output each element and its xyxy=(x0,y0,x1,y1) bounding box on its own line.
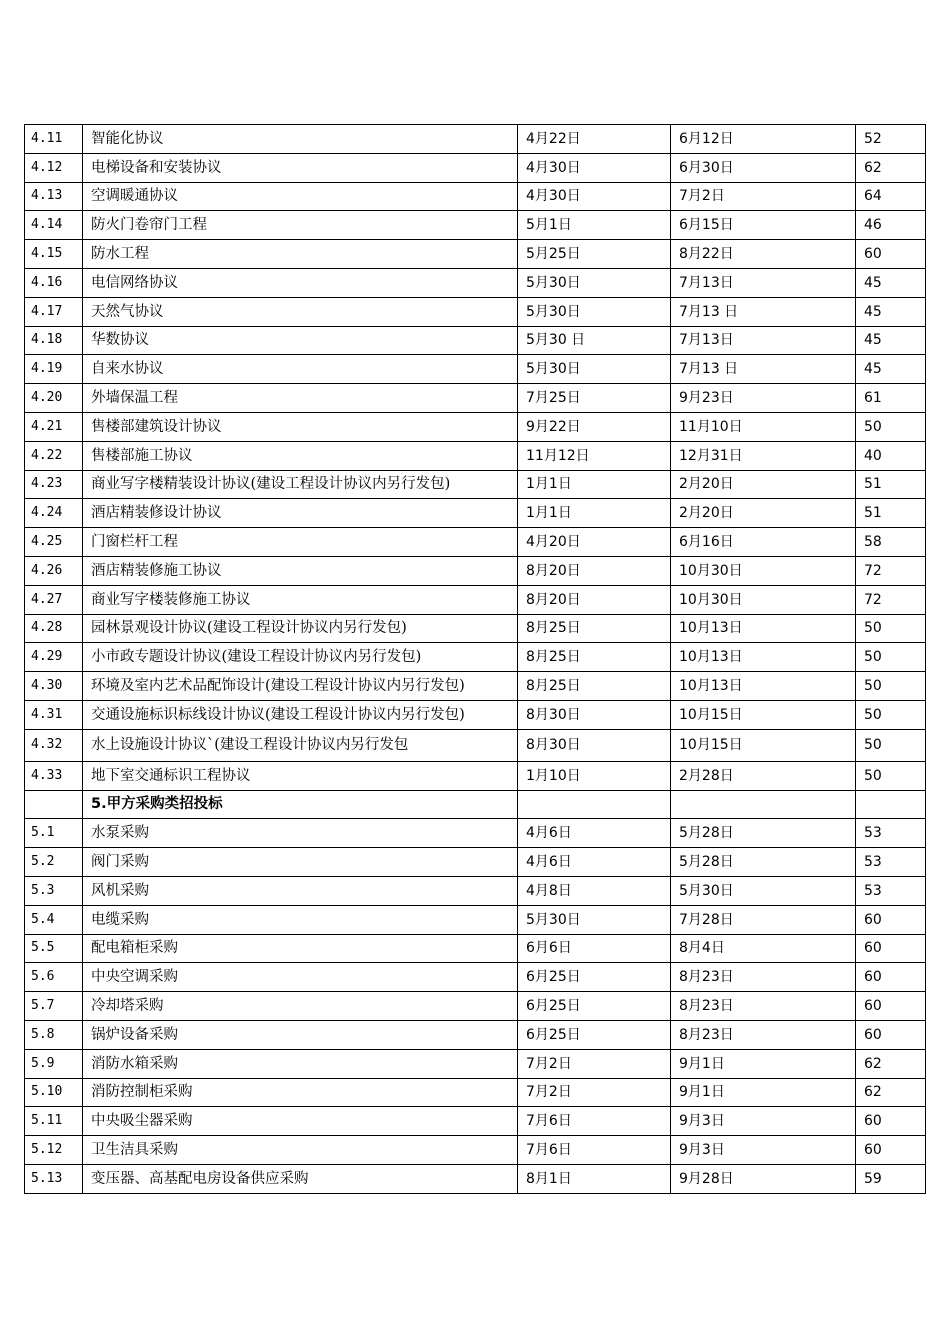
end-date-cell: 7月13 日 xyxy=(671,355,856,384)
duration-days-cell: 60 xyxy=(856,992,926,1021)
start-date-cell: 4月30日 xyxy=(518,182,671,211)
start-date-cell: 4月30日 xyxy=(518,153,671,182)
end-date-cell xyxy=(671,790,856,819)
item-name-cell: 门窗栏杆工程 xyxy=(83,528,518,557)
item-number-cell: 4.14 xyxy=(25,211,83,240)
duration-days-cell: 51 xyxy=(856,470,926,499)
item-name-cell: 酒店精装修施工协议 xyxy=(83,556,518,585)
item-name-cell: 卫生洁具采购 xyxy=(83,1136,518,1165)
table-row xyxy=(25,355,926,384)
end-date-cell: 10月15日 xyxy=(671,729,856,761)
item-number-cell: 5.1 xyxy=(25,819,83,848)
duration-days-cell: 53 xyxy=(856,876,926,905)
table-row xyxy=(25,905,926,934)
item-number-cell: 5.13 xyxy=(25,1164,83,1193)
item-name-cell: 水上设施设计协议`(建设工程设计协议内另行发包 xyxy=(83,729,518,761)
end-date-cell: 8月23日 xyxy=(671,963,856,992)
item-number-cell: 4.29 xyxy=(25,643,83,672)
duration-days-cell: 72 xyxy=(856,556,926,585)
start-date-cell: 7月2日 xyxy=(518,1049,671,1078)
start-date-cell: 5月30日 xyxy=(518,268,671,297)
start-date-cell: 8月1日 xyxy=(518,1164,671,1193)
start-date-cell: 8月25日 xyxy=(518,643,671,672)
item-number-cell: 4.15 xyxy=(25,240,83,269)
item-name-cell: 冷却塔采购 xyxy=(83,992,518,1021)
item-name-cell: 售楼部施工协议 xyxy=(83,441,518,470)
end-date-cell: 12月31日 xyxy=(671,441,856,470)
end-date-cell: 10月30日 xyxy=(671,556,856,585)
item-number-cell: 4.13 xyxy=(25,182,83,211)
duration-days-cell: 50 xyxy=(856,614,926,643)
end-date-cell: 2月28日 xyxy=(671,761,856,790)
end-date-cell: 11月10日 xyxy=(671,412,856,441)
start-date-cell: 7月2日 xyxy=(518,1078,671,1107)
schedule-table xyxy=(24,124,926,1194)
item-number-cell: 4.17 xyxy=(25,297,83,326)
item-number-cell: 5.11 xyxy=(25,1107,83,1136)
end-date-cell: 5月30日 xyxy=(671,876,856,905)
item-name-cell: 配电箱柜采购 xyxy=(83,934,518,963)
item-name-cell: 阀门采购 xyxy=(83,848,518,877)
item-name-cell: 小市政专题设计协议(建设工程设计协议内另行发包) xyxy=(83,643,518,672)
end-date-cell: 5月28日 xyxy=(671,848,856,877)
table-row xyxy=(25,848,926,877)
item-number-cell: 5.6 xyxy=(25,963,83,992)
duration-days-cell: 50 xyxy=(856,729,926,761)
table-row xyxy=(25,384,926,413)
start-date-cell: 4月6日 xyxy=(518,848,671,877)
duration-days-cell: 52 xyxy=(856,125,926,154)
end-date-cell: 9月3日 xyxy=(671,1136,856,1165)
duration-days-cell: 62 xyxy=(856,1078,926,1107)
duration-days-cell: 62 xyxy=(856,1049,926,1078)
item-name-cell: 中央吸尘器采购 xyxy=(83,1107,518,1136)
item-name-cell: 自来水协议 xyxy=(83,355,518,384)
item-name-cell: 地下室交通标识工程协议 xyxy=(83,761,518,790)
table-row xyxy=(25,876,926,905)
duration-days-cell: 62 xyxy=(856,153,926,182)
end-date-cell: 9月3日 xyxy=(671,1107,856,1136)
end-date-cell: 10月13日 xyxy=(671,672,856,701)
start-date-cell: 6月25日 xyxy=(518,963,671,992)
start-date-cell: 11月12日 xyxy=(518,441,671,470)
section-header-row xyxy=(25,790,926,819)
start-date-cell xyxy=(518,790,671,819)
end-date-cell: 9月1日 xyxy=(671,1078,856,1107)
start-date-cell: 5月1日 xyxy=(518,211,671,240)
item-number-cell: 4.25 xyxy=(25,528,83,557)
duration-days-cell: 50 xyxy=(856,643,926,672)
item-number-cell: 5.3 xyxy=(25,876,83,905)
end-date-cell: 10月30日 xyxy=(671,585,856,614)
item-name-cell: 消防控制柜采购 xyxy=(83,1078,518,1107)
item-name-cell: 空调暖通协议 xyxy=(83,182,518,211)
duration-days-cell: 45 xyxy=(856,355,926,384)
item-name-cell: 5.甲方采购类招投标 xyxy=(83,790,518,819)
start-date-cell: 6月6日 xyxy=(518,934,671,963)
start-date-cell: 8月30日 xyxy=(518,700,671,729)
start-date-cell: 4月20日 xyxy=(518,528,671,557)
start-date-cell: 5月30日 xyxy=(518,905,671,934)
duration-days-cell: 53 xyxy=(856,848,926,877)
start-date-cell: 7月6日 xyxy=(518,1136,671,1165)
duration-days-cell: 50 xyxy=(856,761,926,790)
duration-days-cell: 60 xyxy=(856,1107,926,1136)
end-date-cell: 6月15日 xyxy=(671,211,856,240)
item-number-cell: 4.21 xyxy=(25,412,83,441)
item-name-cell: 华数协议 xyxy=(83,326,518,355)
item-name-cell: 天然气协议 xyxy=(83,297,518,326)
start-date-cell: 8月25日 xyxy=(518,672,671,701)
item-name-cell: 水泵采购 xyxy=(83,819,518,848)
item-number-cell: 5.2 xyxy=(25,848,83,877)
duration-days-cell: 50 xyxy=(856,700,926,729)
table-row xyxy=(25,1164,926,1193)
item-number-cell: 4.11 xyxy=(25,125,83,154)
table-row xyxy=(25,1136,926,1165)
table-row xyxy=(25,1078,926,1107)
end-date-cell: 7月13日 xyxy=(671,268,856,297)
duration-days-cell: 45 xyxy=(856,297,926,326)
end-date-cell: 9月1日 xyxy=(671,1049,856,1078)
table-row xyxy=(25,297,926,326)
item-name-cell: 交通设施标识标线设计协议(建设工程设计协议内另行发包) xyxy=(83,700,518,729)
item-number-cell: 4.31 xyxy=(25,700,83,729)
end-date-cell: 6月16日 xyxy=(671,528,856,557)
end-date-cell: 8月23日 xyxy=(671,992,856,1021)
item-name-cell: 环境及室内艺术品配饰设计(建设工程设计协议内另行发包) xyxy=(83,672,518,701)
item-name-cell: 商业写字楼装修施工协议 xyxy=(83,585,518,614)
item-name-cell: 酒店精装修设计协议 xyxy=(83,499,518,528)
table-row xyxy=(25,470,926,499)
table-row xyxy=(25,326,926,355)
start-date-cell: 5月25日 xyxy=(518,240,671,269)
start-date-cell: 1月1日 xyxy=(518,470,671,499)
item-name-cell: 防火门卷帘门工程 xyxy=(83,211,518,240)
duration-days-cell: 50 xyxy=(856,672,926,701)
item-name-cell: 防水工程 xyxy=(83,240,518,269)
item-number-cell: 4.19 xyxy=(25,355,83,384)
start-date-cell: 9月22日 xyxy=(518,412,671,441)
item-name-cell: 智能化协议 xyxy=(83,125,518,154)
item-number-cell: 4.18 xyxy=(25,326,83,355)
schedule-table-body xyxy=(25,125,926,1194)
end-date-cell: 10月13日 xyxy=(671,643,856,672)
duration-days-cell: 40 xyxy=(856,441,926,470)
duration-days-cell: 60 xyxy=(856,934,926,963)
duration-days-cell: 59 xyxy=(856,1164,926,1193)
duration-days-cell: 45 xyxy=(856,326,926,355)
table-row xyxy=(25,672,926,701)
item-name-cell: 消防水箱采购 xyxy=(83,1049,518,1078)
item-name-cell: 变压器、高基配电房设备供应采购 xyxy=(83,1164,518,1193)
table-row xyxy=(25,585,926,614)
start-date-cell: 4月6日 xyxy=(518,819,671,848)
item-name-cell: 中央空调采购 xyxy=(83,963,518,992)
end-date-cell: 9月23日 xyxy=(671,384,856,413)
start-date-cell: 8月30日 xyxy=(518,729,671,761)
item-number-cell: 5.9 xyxy=(25,1049,83,1078)
duration-days-cell: 53 xyxy=(856,819,926,848)
item-number-cell: 5.5 xyxy=(25,934,83,963)
table-row xyxy=(25,211,926,240)
start-date-cell: 5月30 日 xyxy=(518,326,671,355)
item-number-cell: 4.16 xyxy=(25,268,83,297)
start-date-cell: 5月30日 xyxy=(518,297,671,326)
table-row xyxy=(25,412,926,441)
table-row xyxy=(25,1107,926,1136)
item-number-cell: 5.8 xyxy=(25,1020,83,1049)
start-date-cell: 7月25日 xyxy=(518,384,671,413)
duration-days-cell: 50 xyxy=(856,412,926,441)
table-row xyxy=(25,556,926,585)
table-row xyxy=(25,268,926,297)
table-row xyxy=(25,819,926,848)
end-date-cell: 8月4日 xyxy=(671,934,856,963)
start-date-cell: 1月10日 xyxy=(518,761,671,790)
table-row xyxy=(25,125,926,154)
table-row xyxy=(25,963,926,992)
item-name-cell: 电信网络协议 xyxy=(83,268,518,297)
item-number-cell: 5.7 xyxy=(25,992,83,1021)
table-row xyxy=(25,761,926,790)
item-number-cell: 4.22 xyxy=(25,441,83,470)
table-row xyxy=(25,934,926,963)
duration-days-cell: 60 xyxy=(856,1136,926,1165)
table-row xyxy=(25,643,926,672)
duration-days-cell: 46 xyxy=(856,211,926,240)
item-name-cell: 电缆采购 xyxy=(83,905,518,934)
start-date-cell: 1月1日 xyxy=(518,499,671,528)
table-row xyxy=(25,992,926,1021)
item-number-cell xyxy=(25,790,83,819)
end-date-cell: 7月28日 xyxy=(671,905,856,934)
table-row xyxy=(25,1020,926,1049)
start-date-cell: 8月25日 xyxy=(518,614,671,643)
item-number-cell: 5.10 xyxy=(25,1078,83,1107)
item-name-cell: 外墙保温工程 xyxy=(83,384,518,413)
duration-days-cell: 60 xyxy=(856,1020,926,1049)
table-row xyxy=(25,240,926,269)
duration-days-cell: 60 xyxy=(856,963,926,992)
duration-days-cell: 51 xyxy=(856,499,926,528)
item-number-cell: 4.12 xyxy=(25,153,83,182)
start-date-cell: 6月25日 xyxy=(518,992,671,1021)
item-name-cell: 售楼部建筑设计协议 xyxy=(83,412,518,441)
start-date-cell: 8月20日 xyxy=(518,556,671,585)
end-date-cell: 2月20日 xyxy=(671,470,856,499)
duration-days-cell: 45 xyxy=(856,268,926,297)
start-date-cell: 8月20日 xyxy=(518,585,671,614)
table-row xyxy=(25,182,926,211)
end-date-cell: 10月15日 xyxy=(671,700,856,729)
table-row xyxy=(25,700,926,729)
table-row xyxy=(25,499,926,528)
end-date-cell: 5月28日 xyxy=(671,819,856,848)
item-number-cell: 4.33 xyxy=(25,761,83,790)
item-number-cell: 4.24 xyxy=(25,499,83,528)
item-number-cell: 4.27 xyxy=(25,585,83,614)
end-date-cell: 7月13日 xyxy=(671,326,856,355)
item-name-cell: 电梯设备和安装协议 xyxy=(83,153,518,182)
table-row xyxy=(25,153,926,182)
item-number-cell: 4.30 xyxy=(25,672,83,701)
end-date-cell: 7月13 日 xyxy=(671,297,856,326)
item-name-cell: 园林景观设计协议(建设工程设计协议内另行发包) xyxy=(83,614,518,643)
start-date-cell: 6月25日 xyxy=(518,1020,671,1049)
duration-days-cell: 61 xyxy=(856,384,926,413)
end-date-cell: 10月13日 xyxy=(671,614,856,643)
item-number-cell: 4.32 xyxy=(25,729,83,761)
end-date-cell: 2月20日 xyxy=(671,499,856,528)
end-date-cell: 6月30日 xyxy=(671,153,856,182)
item-name-cell: 锅炉设备采购 xyxy=(83,1020,518,1049)
duration-days-cell: 60 xyxy=(856,905,926,934)
end-date-cell: 6月12日 xyxy=(671,125,856,154)
start-date-cell: 4月8日 xyxy=(518,876,671,905)
end-date-cell: 9月28日 xyxy=(671,1164,856,1193)
duration-days-cell: 58 xyxy=(856,528,926,557)
table-row xyxy=(25,528,926,557)
item-name-cell: 商业写字楼精装设计协议(建设工程设计协议内另行发包) xyxy=(83,470,518,499)
table-row xyxy=(25,441,926,470)
duration-days-cell: 64 xyxy=(856,182,926,211)
item-number-cell: 5.12 xyxy=(25,1136,83,1165)
table-row xyxy=(25,1049,926,1078)
start-date-cell: 4月22日 xyxy=(518,125,671,154)
table-row xyxy=(25,729,926,761)
duration-days-cell xyxy=(856,790,926,819)
item-number-cell: 5.4 xyxy=(25,905,83,934)
item-name-cell: 风机采购 xyxy=(83,876,518,905)
duration-days-cell: 60 xyxy=(856,240,926,269)
item-number-cell: 4.28 xyxy=(25,614,83,643)
item-number-cell: 4.26 xyxy=(25,556,83,585)
start-date-cell: 5月30日 xyxy=(518,355,671,384)
duration-days-cell: 72 xyxy=(856,585,926,614)
start-date-cell: 7月6日 xyxy=(518,1107,671,1136)
table-row xyxy=(25,614,926,643)
end-date-cell: 7月2日 xyxy=(671,182,856,211)
item-number-cell: 4.23 xyxy=(25,470,83,499)
end-date-cell: 8月22日 xyxy=(671,240,856,269)
end-date-cell: 8月23日 xyxy=(671,1020,856,1049)
item-number-cell: 4.20 xyxy=(25,384,83,413)
